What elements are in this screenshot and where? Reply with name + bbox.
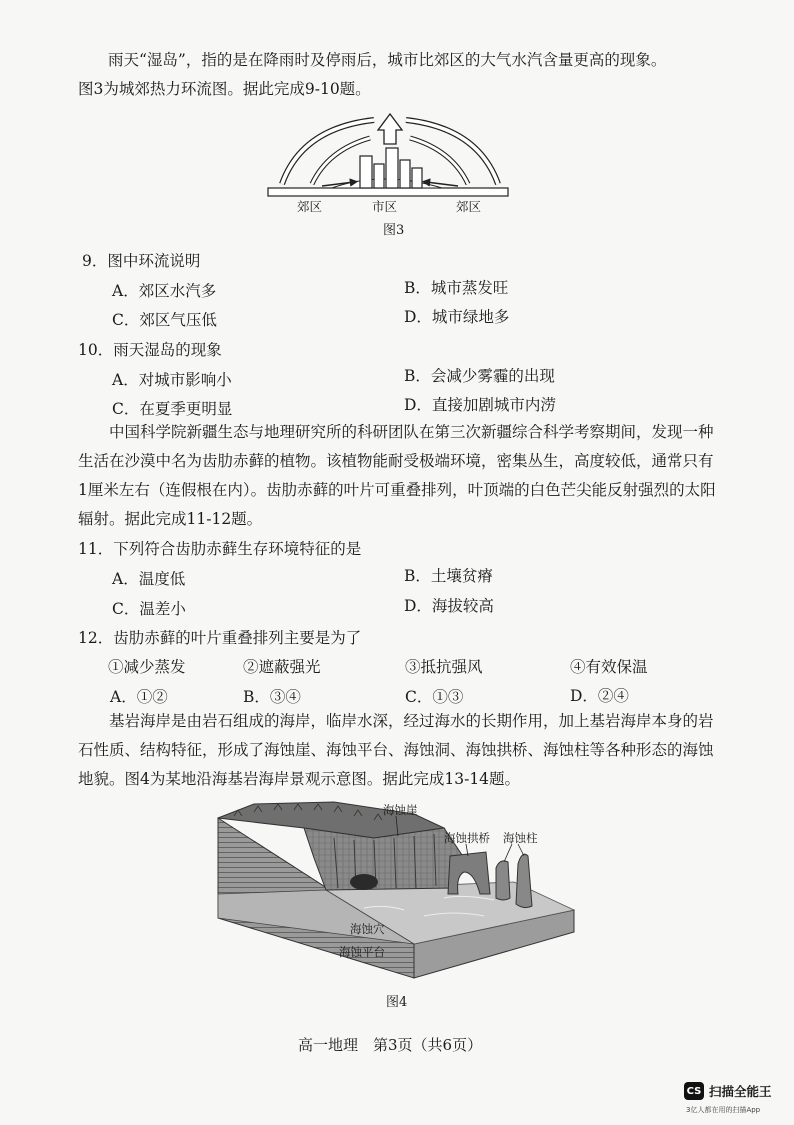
q9-option-d: D．城市绿地多 bbox=[404, 308, 510, 326]
building bbox=[374, 164, 384, 188]
q11-option-b: B．土壤贫瘠 bbox=[404, 567, 493, 585]
q11-option-d: D．海拔较高 bbox=[404, 597, 494, 615]
intro2-paragraph: 中国科学院新疆生态与地理研究所的科研团队在第三次新疆综合科学考察期间，发现一种生活在沙漠中名为齿肋赤藓的植物。该植物能耐受极端环境，密集丛生，高度较低，通常只有1厘米左右（连假根在内）。齿肋赤藓的叶片可重叠排列，叶顶端的白色芒尖能反射强烈的太阳辐射。据此完成11-12题。 bbox=[78, 423, 716, 528]
ground-strip bbox=[268, 188, 508, 196]
q10-stem: 10．雨天湿岛的现象 bbox=[78, 341, 222, 359]
q10-option-b: B．会减少雾霾的出现 bbox=[404, 367, 555, 385]
q9-option-c: C．郊区气压低 bbox=[112, 311, 217, 329]
sea-stack-1 bbox=[496, 861, 510, 900]
scanner-watermark bbox=[684, 1082, 772, 1100]
intro1-line1: 雨天“湿岛”，指的是在降雨时及停雨后，城市比郊区的大气水汽含量更高的现象。 bbox=[108, 51, 667, 69]
figure4-diagram bbox=[214, 798, 576, 982]
q12-item-2: ②遮蔽强光 bbox=[243, 658, 321, 676]
page-footer: 高一地理 第3页（共6页） bbox=[298, 1036, 483, 1054]
q9-option-b: B．城市蒸发旺 bbox=[404, 279, 509, 297]
building bbox=[360, 156, 372, 188]
figure4-label-cave: 海蚀穴 bbox=[350, 922, 385, 936]
up-arrow bbox=[378, 114, 402, 144]
q9-stem: 9．图中环流说明 bbox=[82, 252, 201, 270]
building bbox=[412, 168, 422, 188]
figure4-label-platform: 海蚀平台 bbox=[339, 945, 385, 959]
watermark-subtitle: 3亿人都在用的扫描App bbox=[686, 1106, 761, 1114]
q12-item-3: ③抵抗强风 bbox=[405, 658, 483, 676]
q12-item-1: ①减少蒸发 bbox=[108, 658, 186, 676]
q10-option-a: A．对城市影响小 bbox=[112, 371, 232, 389]
building bbox=[386, 148, 398, 188]
figure3-caption: 图3 bbox=[383, 223, 405, 238]
figure3-label-suburb-left: 郊区 bbox=[297, 199, 323, 214]
figure3-diagram bbox=[262, 108, 514, 204]
q12-option-c: C．①③ bbox=[405, 688, 464, 706]
q11-stem: 11．下列符合齿肋赤藓生存环境特征的是 bbox=[78, 540, 362, 558]
q12-option-a: A．①② bbox=[110, 688, 168, 706]
intro1-line2: 图3为城郊热力环流图。据此完成9-10题。 bbox=[78, 80, 371, 98]
camscanner-logo-icon: CS bbox=[684, 1082, 704, 1100]
figure3-label-suburb-right: 郊区 bbox=[456, 199, 482, 214]
figure4-label-pillar: 海蚀柱 bbox=[503, 831, 538, 845]
sea-stack-2 bbox=[516, 854, 532, 907]
q12-option-b: B．③④ bbox=[243, 688, 301, 706]
figure4-label-arch: 海蚀拱桥 bbox=[444, 831, 490, 845]
sea-cliff-face bbox=[304, 828, 464, 890]
q10-option-d: D．直接加剧城市内涝 bbox=[404, 396, 556, 414]
q10-option-c: C．在夏季更明显 bbox=[112, 400, 233, 418]
q11-option-c: C．温差小 bbox=[112, 600, 186, 618]
figure3-label-city: 市区 bbox=[372, 199, 398, 214]
leader-pillar-1 bbox=[504, 844, 512, 862]
intro3-paragraph: 基岩海岸是由岩石组成的海岸，临岸水深，经过海水的长期作用，加上基岩海岸本身的岩石性质、结构特征，形成了海蚀崖、海蚀平台、海蚀洞、海蚀拱桥、海蚀柱等各种形态的海蚀地貌。图4为某地沿海基岩海岸景观示意图。据此完成13-14题。 bbox=[78, 712, 714, 788]
q12-item-4: ④有效保温 bbox=[570, 658, 648, 676]
q11-option-a: A．温度低 bbox=[112, 570, 186, 588]
q12-stem: 12．齿肋赤藓的叶片重叠排列主要是为了 bbox=[78, 629, 362, 647]
q9-option-a: A．郊区水汽多 bbox=[112, 282, 217, 300]
watermark-name: 扫描全能王 bbox=[709, 1084, 772, 1099]
building bbox=[400, 160, 410, 188]
q12-option-d: D．②④ bbox=[570, 687, 629, 705]
sea-cave-shape bbox=[350, 874, 378, 890]
figure4-label-cliff: 海蚀崖 bbox=[383, 803, 418, 817]
figure4-caption: 图4 bbox=[386, 995, 408, 1010]
